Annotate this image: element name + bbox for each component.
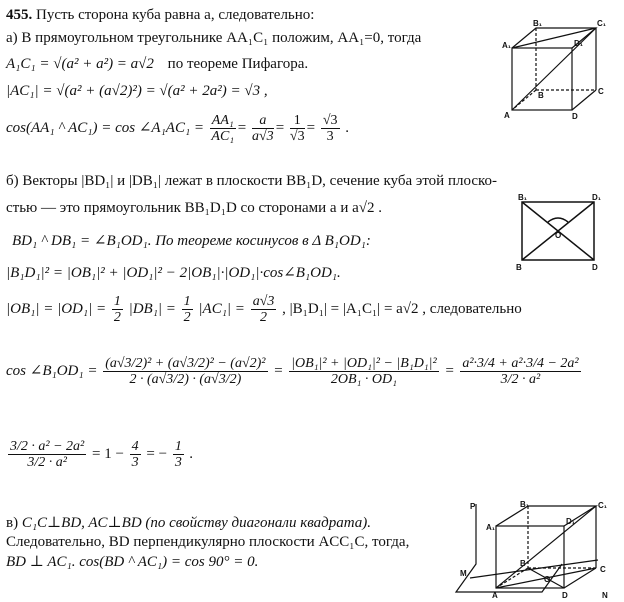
fraction-cos-substituted (460, 356, 580, 387)
vertex-label: B (520, 559, 526, 568)
fraction-denominator: 2 · (a√3/2) · (a√3/2) (129, 372, 242, 388)
fraction-numerator: |OB₁|² + |OD₁|² − |B₁D₁|² (291, 356, 437, 372)
vertex-label: B₁ (520, 500, 530, 509)
vertex-label: A (504, 111, 510, 120)
fraction-four-thirds (130, 439, 141, 470)
part-a-pythagoras-expr: A₁C₁ = √(a² + a²) = a√2 (6, 56, 154, 72)
vertex-label: D₁ (566, 517, 576, 526)
vertex-label: D (562, 591, 568, 600)
part-a-pythagoras-text: по теореме Пифагора. (167, 56, 309, 72)
vertex-label: A₁ (486, 523, 496, 532)
part-c-line-3: BD ⊥ AC₁. cos(BD ^ AC₁) = cos 90° = 0. (6, 554, 259, 570)
fraction-numerator: AA₁ (211, 113, 234, 129)
fraction-one-third (173, 439, 184, 470)
vertex-label: O (544, 575, 551, 584)
part-b-end-period: . (189, 446, 194, 462)
fraction-numerator: √3 (322, 113, 338, 129)
part-a-line-4: cos(AA₁ ^ AC₁) = cos ∠A₁AC₁ = $\frac{\text{AA₁}}{\text{AC₁}}$ = $\frac{a}{a√3}$ = $\frac{1}{√3}$ = $\frac{√3}{3}$ . (6, 113, 349, 145)
part-b-line-3: BD₁ ^ DB₁ = ∠B₁OD₁. По теореме косинусов в Δ B₁OD₁: (12, 233, 371, 249)
angle-arc (548, 218, 568, 222)
vertex-label: A (492, 591, 498, 600)
vertex-label: B (538, 91, 544, 100)
part-a-cos-lhs: cos(AA₁ ^ AC₁) = cos ∠A₁AC₁ = (6, 120, 205, 136)
part-b-ob1-od1: |OB₁| = |OD₁| = (6, 301, 107, 317)
part-b-one-minus: = 1 − (91, 446, 124, 462)
fraction-denominator: 2OB₁ · OD₁ (330, 372, 397, 388)
part-b-equals-minus: = − (146, 446, 168, 462)
fraction-denominator: √3 (289, 129, 305, 145)
fraction-numerator: (a√3/2)² + (a√3/2)² − (a√2)² (105, 356, 266, 372)
problem-statement: Пусть сторона куба равна a, следовательно: (36, 7, 315, 23)
part-b-ac1: |AC₁| = (198, 301, 245, 317)
fraction-numerator: a²·3/4 + a²·3/4 − 2a² (462, 356, 579, 372)
fraction-numerator: 4 (131, 439, 139, 455)
fraction-denominator: 3/2 · a² (27, 455, 67, 471)
cube-figure-a (500, 18, 610, 123)
part-b-line-4: |B₁D₁|² = |OB₁|² + |OD₁|² − 2|OB₁|·|OD₁|·cos∠B₁OD₁. (6, 265, 341, 281)
fraction-a-sqrt3-2 (251, 294, 277, 325)
fraction-denominator: 2 (183, 310, 191, 326)
fraction-denominator: 3 (174, 455, 182, 471)
equals-sign-2: = (444, 363, 455, 379)
part-b-b1d1: , |B₁D₁| = |A₁C₁| = a√2 , следовательно (282, 301, 522, 317)
vertex-label: D₁ (592, 193, 602, 202)
vertex-label: B (516, 263, 522, 272)
vertex-label: D (572, 112, 578, 121)
fraction-denominator: AC₁ (211, 129, 235, 145)
fraction-sqrt3-3 (321, 113, 340, 144)
part-c-text-1: C₁C⊥BD, AC⊥BD (по свойству диагонали квадрата). (21, 515, 371, 531)
part-b-line-2: стью — это прямоугольник BB₁D₁D со сторонами a и a√2 . (6, 200, 382, 216)
vertex-label: D₁ (574, 39, 584, 48)
problem-header (6, 6, 314, 24)
part-b-line-5 (6, 291, 522, 327)
fraction-aa1-ac1 (210, 113, 236, 144)
cube-space-diagonal (512, 28, 596, 110)
vertex-label: P (470, 502, 476, 511)
vertex-label: B₁ (533, 19, 543, 28)
part-b-db1: |DB₁| = (128, 301, 176, 317)
part-a-text-1: В прямоугольном треугольнике AA₁C₁ положим, AA₁=0, тогда (21, 30, 422, 46)
part-b-line-6 (6, 352, 583, 390)
fraction-result-step (8, 439, 86, 470)
vertex-label: D (592, 263, 598, 272)
part-a-line-2 (6, 55, 308, 73)
fraction-numerator: 1 (174, 439, 182, 455)
vertex-label: C (600, 565, 606, 574)
equals-sign: = (273, 363, 284, 379)
cube-figure-c (452, 500, 620, 600)
part-a-label: а) (6, 30, 18, 46)
fraction-one-half (112, 294, 123, 325)
vertex-label: C₁ (597, 19, 607, 28)
vertex-label: B₁ (518, 193, 528, 202)
fraction-denominator: 3 (131, 455, 139, 471)
part-c-label: в) (6, 515, 19, 531)
fraction-denominator: 3 (326, 129, 334, 145)
cube-top-face (496, 506, 596, 526)
part-b-line-1 (6, 172, 497, 190)
fraction-denominator: 2 (113, 310, 121, 326)
fraction-numerator: a (252, 113, 274, 129)
fraction-one-half-2 (182, 294, 193, 325)
fraction-numerator: 1 (183, 294, 191, 310)
vertex-label: M (460, 569, 467, 578)
vertex-label: A₁ (502, 41, 512, 50)
part-b-label: б) (6, 173, 19, 189)
fraction-cos-vector (289, 356, 439, 387)
fraction-numerator: a√3 (252, 294, 275, 310)
fraction-denominator: 2 (260, 310, 268, 326)
fraction-cos-expanded (103, 356, 267, 387)
rectangle-figure-b (512, 192, 606, 274)
part-b-text-1: Векторы |BD₁| и |DB₁| лежат в плоскости BB₁D, сечение куба этой плоско- (22, 173, 498, 189)
part-b-cos-lhs: cos ∠B₁OD₁ = (6, 363, 98, 379)
cube-bottom-right-edge (572, 90, 596, 110)
problem-number: 455. (6, 7, 33, 23)
cube-front-face (496, 526, 564, 588)
fraction-denominator: 3/2 · a² (500, 372, 541, 388)
fraction-numerator: 1 (290, 113, 305, 129)
vertex-label: N (602, 591, 608, 600)
part-b-line-7 (6, 434, 193, 474)
fraction-1-sqrt3 (290, 113, 305, 144)
part-a-line-3: |AC₁| = √(a² + (a√2)²) = √(a² + 2a²) = √3 , (6, 83, 268, 99)
part-a-line-1 (6, 29, 421, 47)
fraction-numerator: 3/2 · a² − 2a² (10, 439, 85, 455)
vertex-label: C₁ (598, 501, 608, 510)
vertex-label: O (555, 231, 562, 240)
fraction-numerator: 1 (113, 294, 121, 310)
vertex-label: C (598, 87, 604, 96)
fraction-denominator: a√3 (252, 129, 274, 145)
part-c-line-2: Следовательно, BD перпендикулярно плоскости ACC₁C, тогда, (6, 534, 410, 550)
part-c-line-1 (6, 514, 371, 532)
part-a-end-period: . (345, 120, 349, 136)
fraction-a-a-sqrt3 (252, 113, 274, 144)
plane-line-mn (470, 560, 598, 578)
